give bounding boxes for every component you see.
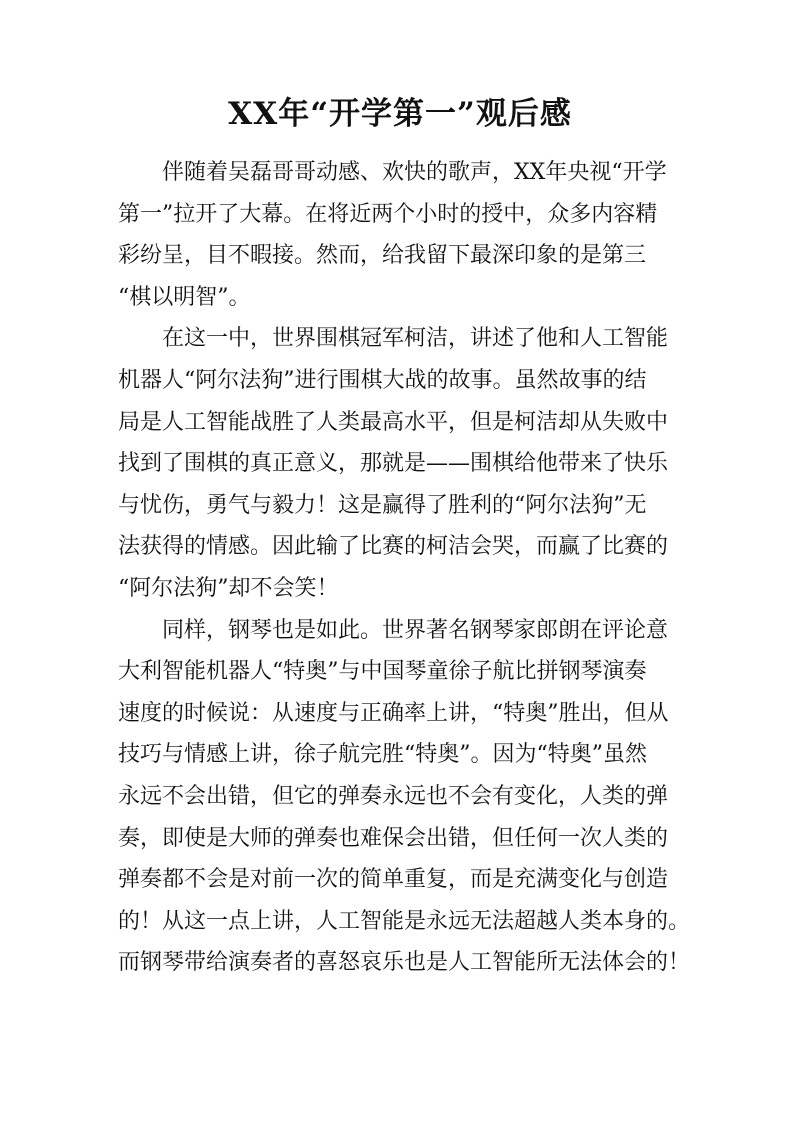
paragraph-line: 奏，即使是大师的弹奏也难保会出错，但任何一次人类的 [118, 825, 669, 851]
paragraph-line: 第一”拉开了大幕。在将近两个小时的授中，众多内容精 [118, 201, 658, 227]
paragraph-line: 机器人“阿尔法狗”进行围棋大战的故事。虽然故事的结 [118, 367, 647, 393]
paragraph-1 [118, 152, 678, 318]
paragraph-line: 找到了围棋的真正意义，那就是——围棋给他带来了快乐 [118, 451, 669, 477]
paragraph-line: 永远不会出错，但它的弹奏永远也不会有变化，人类的弹 [118, 783, 669, 809]
paragraph-line: “棋以明智”。 [118, 284, 251, 310]
paragraph-line: 速度的时候说：从速度与正确率上讲，“特奥”胜出，但从 [118, 700, 669, 726]
paragraph-line: 而钢琴带给演奏者的喜怒哀乐也是人工智能所无法体会的！ [118, 950, 691, 976]
paragraph-3 [118, 610, 691, 984]
paragraph-line: 的！从这一点上讲，人工智能是永远无法超越人类本身的。 [118, 908, 691, 934]
paragraph-line: 弹奏都不会是对前一次的简单重复，而是充满变化与创造 [118, 867, 669, 893]
document-body [118, 152, 691, 984]
paragraph-line: 技巧与情感上讲，徐子航完胜“特奥”。因为“特奥”虽然 [118, 742, 647, 768]
paragraph-line: “阿尔法狗”却不会笑！ [118, 575, 339, 601]
paragraph-line: 同样，钢琴也是如此。世界著名钢琴家郎朗在评论意 [162, 617, 669, 643]
paragraph-line: 在这一中，世界围棋冠军柯洁，讲述了他和人工智能 [162, 326, 669, 352]
paragraph-line: 大利智能机器人“特奥”与中国琴童徐子航比拼钢琴演奏 [118, 659, 647, 685]
paragraph-line: 伴随着吴磊哥哥动感、欢快的歌声，XX年央视“开学 [162, 160, 667, 185]
paragraph-line: 局是人工智能战胜了人类最高水平，但是柯洁却从失败中 [118, 409, 669, 435]
page-title: XX年“开学第一”观后感 [228, 96, 572, 132]
paragraph-line: 与忧伤，勇气与毅力！这是赢得了胜利的“阿尔法狗”无 [118, 492, 647, 518]
paragraph-2 [118, 318, 678, 609]
paragraph-line: 彩纷呈，目不暇接。然而，给我留下最深印象的是第三 [118, 243, 647, 269]
paragraph-line: 法获得的情感。因此输了比赛的柯洁会哭，而赢了比赛的 [118, 534, 669, 560]
